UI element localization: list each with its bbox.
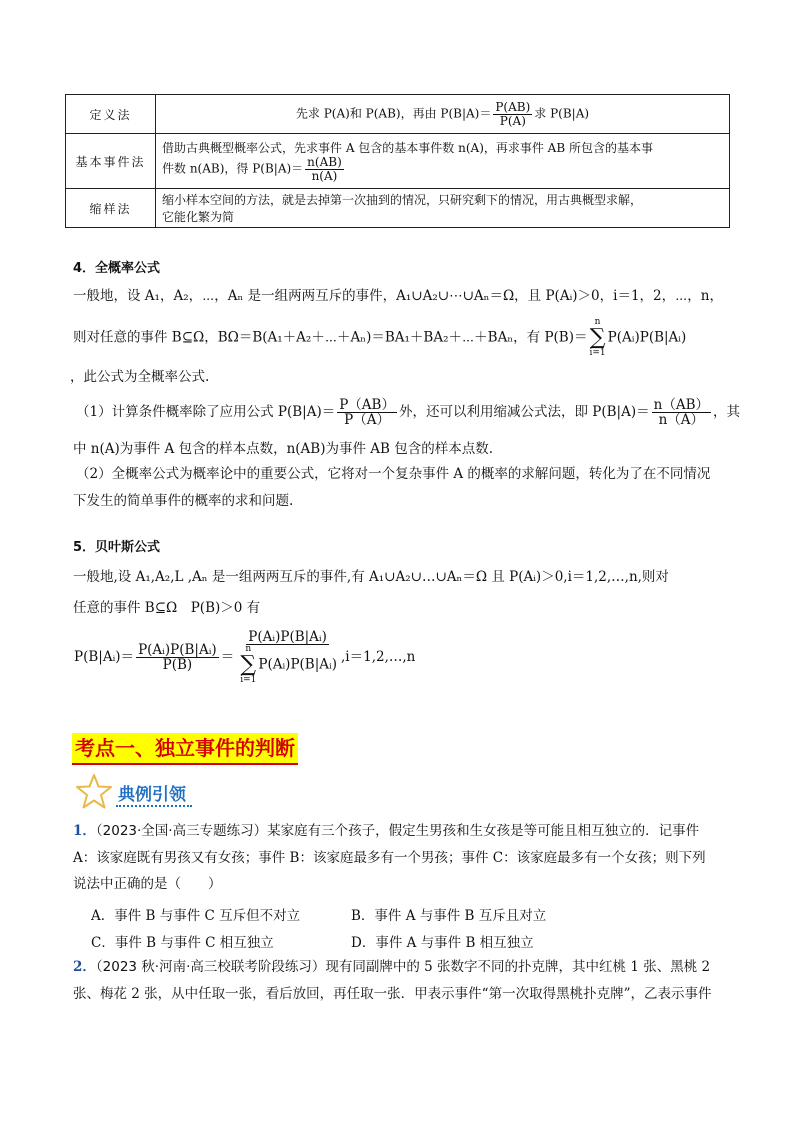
fraction [305, 156, 344, 182]
fraction-denominator: n(A) [311, 169, 338, 183]
paragraph: 一般地，设 A₁，A₂，⋯，Aₙ 是一组两两互斥的事件，A₁∪A₂∪⋯∪Aₙ＝Ω，且 P(Aᵢ)＞0，i＝1，2，⋯，n， [73, 288, 723, 304]
desc-text: 求 P(B|A) [534, 106, 590, 121]
formula-text: ，其 [713, 404, 740, 421]
method-description [156, 134, 730, 189]
table-row [66, 189, 730, 228]
desc-line [162, 156, 723, 182]
sum-upper: n [594, 317, 601, 327]
option-b: B．事件 A 与事件 B 互斥且对立 [351, 908, 547, 924]
desc-line: 缩小样本空间的方法，就是去掉第一次抽到的情况，只研究剩下的情况，用古典概型求解， [162, 193, 643, 207]
paragraph [73, 318, 733, 358]
method-name: 缩样法 [66, 189, 156, 228]
question-number: 2． [73, 959, 96, 975]
bayes-formula [74, 630, 734, 685]
fraction [136, 643, 219, 672]
option-a: A．事件 B 与事件 C 互斥但不对立 [91, 908, 301, 924]
question-number: 1． [73, 823, 96, 839]
option-c: C．事件 B 与事件 C 相互独立 [91, 935, 274, 951]
example-label: 典例引领 [118, 785, 186, 805]
desc-line: 它能化繁为简 [162, 210, 235, 224]
fraction-numerator: P（AB） [339, 397, 395, 413]
formula-text: P(B|Aᵢ)＝ [74, 649, 135, 666]
formula-text: （1）计算条件概率除了应用公式 P(B|A)＝ [76, 404, 336, 421]
divider [116, 805, 192, 807]
summation [590, 318, 606, 358]
paragraph: ，此公式为全概率公式. [70, 369, 210, 385]
sum-upper: n [245, 644, 252, 655]
formula-text: ＝ [220, 649, 235, 666]
fraction-numerator: P(Aᵢ)P(B|Aᵢ) [248, 629, 327, 645]
paragraph: 中 n(A)为事件 A 包含的样本点数，n(AB)为事件 AB 包含的样本点数. [73, 441, 494, 457]
fraction-denominator: P(A) [499, 113, 526, 128]
paragraph: （2）全概率公式为概率论中的重要公式，它将对一个复杂事件 A 的概率的求解问题，转化为了在不同情况 [76, 466, 711, 482]
fraction-numerator: P(Aᵢ)P(B|Aᵢ) [138, 641, 217, 658]
fraction-numerator: n(AB) [307, 155, 342, 170]
section-banner: 考点一、独立事件的判断 [72, 733, 298, 765]
sum-lower: i=1 [240, 675, 257, 686]
question-text: 张、梅花 2 张，从中任取一张，看后放回，再任取一张．甲表示事件“第一次取得黑桃扑克牌”，乙表示事件 [73, 986, 712, 1002]
method-description [156, 189, 730, 228]
desc-text: 先求 P(A)和 P(AB)，再由 P(B|A)＝ [295, 106, 492, 121]
question-text: 某家庭有三个孩子，假定生男孩和生女孩是等可能且相互独立的．记事件 [267, 823, 700, 839]
summation [240, 645, 256, 685]
table-row [66, 95, 730, 134]
question-source: （2023·全国·高三专题练习） [95, 823, 268, 839]
sum-lower: i=1 [589, 348, 606, 358]
fraction-numerator: n（AB） [653, 397, 709, 413]
star-icon [74, 772, 114, 812]
question-2 [73, 954, 733, 980]
methods-table [65, 94, 730, 228]
option-d: D．事件 A 与事件 B 相互独立 [351, 935, 534, 951]
sigma-icon: ∑ [240, 652, 257, 678]
fraction-numerator: P(AB) [495, 99, 531, 114]
paragraph: 任意的事件 B⊆Ω P(B)＞0 有 [73, 600, 261, 616]
section-title: 5．贝叶斯公式 [73, 540, 161, 555]
fraction [652, 398, 711, 427]
method-name: 定义法 [66, 95, 156, 134]
fraction [493, 101, 532, 127]
paragraph: 一般地,设 A₁,A₂,L ,Aₙ 是一组两两互斥的事件,有 A₁∪A₂∪…∪Aₙ＝Ω 且 P(Aᵢ)＞0,i＝1,2,…,n,则对 [73, 569, 669, 585]
question-text: 说法中正确的是（ ） [73, 876, 222, 892]
formula-text: P(Aᵢ)P(B|Aᵢ) [607, 329, 687, 346]
section-title: 4．全概率公式 [73, 261, 161, 276]
fraction-denominator [236, 645, 339, 685]
fraction-denominator: P(B) [162, 657, 193, 674]
formula-text: ,i＝1,2,…,n [341, 649, 416, 666]
method-name: 基本事件法 [66, 134, 156, 189]
question-source: （2023 秋·河南·高三校联考阶段练习） [95, 959, 326, 975]
table-row [66, 134, 730, 189]
desc-text: 件数 n(AB)，得 P(B|A)＝ [162, 162, 304, 176]
question-1 [73, 818, 733, 844]
question-text: A：该家庭既有男孩又有女孩；事件 B：该家庭最多有一个男孩；事件 C：该家庭最多有一个女孩；则下列 [73, 850, 706, 866]
fraction-denominator-text: P(Aᵢ)P(B|Aᵢ) [258, 656, 337, 673]
sigma-icon: ∑ [589, 325, 606, 350]
formula-text: 外，还可以利用缩减公式法，即 P(B|A)＝ [398, 404, 650, 421]
formula-text: 则对任意的事件 B⊆Ω，BΩ＝B(A₁＋A₂＋⋯＋Aₙ)＝BA₁＋BA₂＋⋯＋BAₙ，有 P(B)＝ [73, 329, 588, 346]
method-description [156, 95, 730, 134]
paragraph [76, 397, 740, 429]
fraction-denominator: n（A） [658, 412, 705, 429]
fraction-denominator: P（A） [344, 412, 391, 429]
desc-line: 借助古典概型概率公式，先求事件 A 包含的基本事件数 n(A)，再求事件 AB 所包含的基本事 [162, 141, 653, 156]
fraction [337, 398, 397, 427]
question-text: 现有同副牌中的 5 张数字不同的扑克牌，其中红桃 1 张、黑桃 2 [325, 959, 711, 975]
paragraph: 下发生的简单事件的概率的求和问题. [73, 493, 294, 509]
fraction [236, 630, 339, 685]
